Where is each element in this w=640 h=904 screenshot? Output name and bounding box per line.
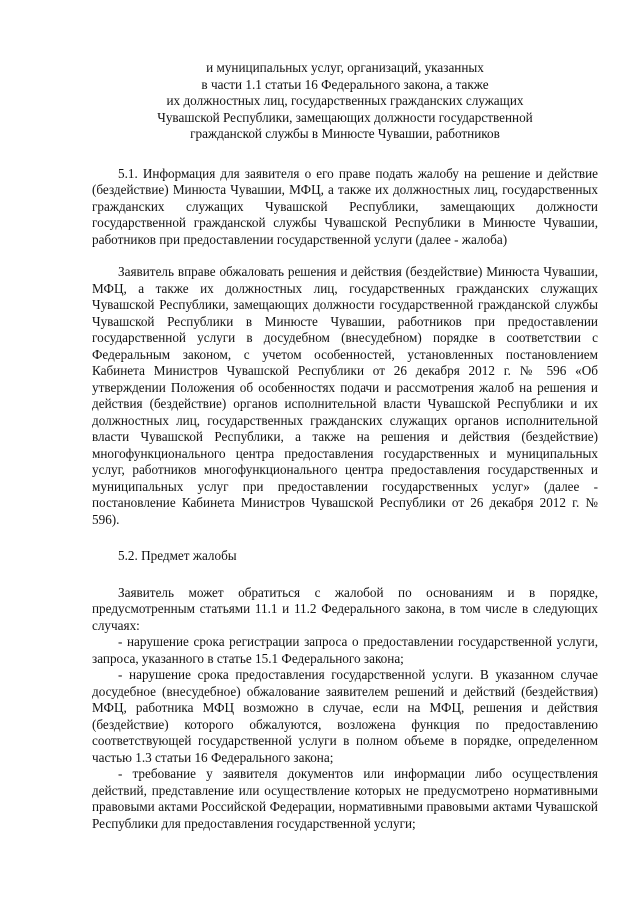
heading-line-2: в части 1.1 статьи 16 Федерального закона, а также — [201, 76, 489, 92]
list-item-3: - требование у заявителя документов или информации либо осуществления действий, представление или осуществление которых не предусмотрено нормативными правовыми актами Российской Федерации, нормативными правовыми актами Чувашской Республики для предоставления государственной услуги; — [92, 766, 598, 831]
list-item-1: - нарушение срока регистрации запроса о предоставлении государственной услуги, запроса, указанного в статье 15.1 Федерального закона; — [92, 634, 598, 666]
paragraph-cases-intro: Заявитель может обратиться с жалобой по основаниям и в порядке, предусмотренным статьями 11.1 и 11.2 Федерального закона, в том числе в следующих случаях: — [92, 584, 598, 633]
subtitle-5-2: 5.2. Предмет жалобы — [118, 548, 237, 563]
heading-line-1: и муниципальных услуг, организаций, указанных — [206, 60, 484, 75]
list-item-2: - нарушение срока предоставления государственной услуги. В указанном случае досудебное (внесудебное) обжалование заявителем решений и действий (бездействия) МФЦ, работника МФЦ возможно в случае, если на МФЦ, решения и действия (бездействие) которого обжалуются, возложена функция по предоставлению соответствующей государственной услуги в полном объеме в порядке, определенном частью 1.3 статьи 16 Федерального закона; — [92, 667, 598, 765]
heading-line-4: Чувашской Республики, замещающих должности государственной — [157, 109, 533, 125]
paragraph-appeal-right: Заявитель вправе обжаловать решения и действия (бездействие) Минюста Чувашии, МФЦ, а также их должностных лиц, государственных гражданских служащих Чувашской Республики, замещающих должности государственной гражданской службы Чувашской Республики в Минюсте Чувашии, работников при предоставлении государственной услуги в досудебном (внесудебном) порядке в соответствии с Федеральным законом, с учетом особенностей, установленных постановлением Кабинета Министров Чувашской Республики от 26 декабря 2012 г. № 596 «Об утверждении Положения об особенностях подачи и рассмотрения жалоб на решения и действия (бездействие) органов исполнительной власти Чувашской Республики и их должностных лиц, государственных гражданских служащих органов исполнительной власти Чувашской Республики, а также на решения и действия (бездействие) многофункционального центра предоставления государственных и муниципальных услуг, работников многофункционального центра предоставления государственных и муниципальных услуг при предоставлении государственных услуг» (далее - постановление Кабинета Министров Чувашской Республики от 26 декабря 2012 г. № 596). — [92, 264, 598, 527]
heading-line-5: гражданской службы в Минюсте Чувашии, работников — [190, 126, 500, 141]
heading-line-3: их должностных лиц, государственных гражданских служащих — [166, 93, 524, 108]
paragraph-5-1: 5.1. Информация для заявителя о его праве подать жалобу на решение и действие (бездействие) Минюста Чувашии, МФЦ, а также их должностных лиц, государственных гражданских служащих Чувашской Республики, замещающих должности государственной гражданской службы Чувашской Республики в Минюсте Чувашии, работников при предоставлении государственной услуги (далее - жалоба) — [92, 165, 598, 247]
section-heading — [92, 60, 598, 143]
document-page — [92, 60, 598, 832]
